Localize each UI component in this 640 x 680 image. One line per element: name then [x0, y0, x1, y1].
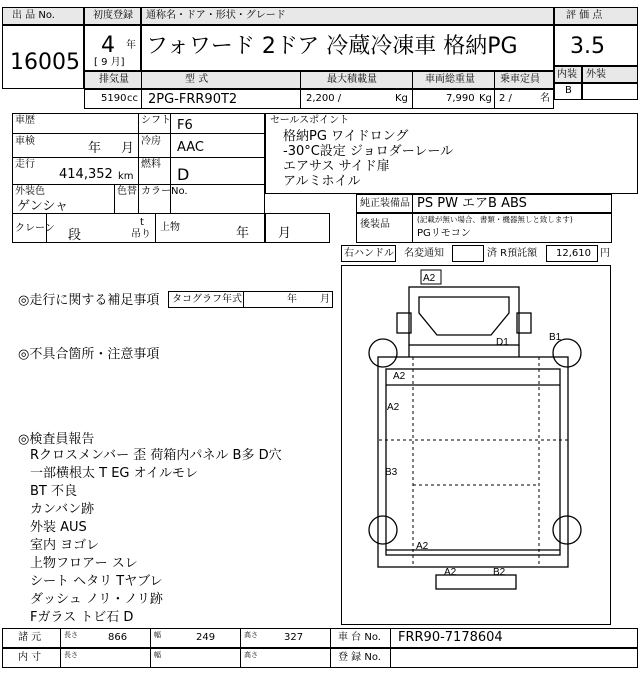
- color-change-label: 色替: [117, 186, 137, 197]
- damage-mark: A2: [444, 567, 457, 578]
- ac-value: AAC: [177, 140, 204, 155]
- damage-mark: A2: [416, 541, 429, 552]
- color-number-label: カラーNo.: [141, 186, 188, 197]
- tachograph-month: 月: [320, 294, 330, 305]
- crane-hoist: 吊り: [131, 229, 151, 240]
- inspector-line: BT 不良: [30, 484, 77, 499]
- displacement-value: 5190: [101, 93, 127, 104]
- mileage-unit: km: [118, 171, 134, 182]
- model-value: 2PG-FRR90T2: [148, 92, 238, 107]
- tachograph-year: 年: [287, 294, 297, 305]
- width-value: 249: [196, 632, 216, 643]
- inspector-line: 外装 AUS: [30, 520, 87, 535]
- aftermarket-note: (記載が無い場合、書類・機器無しと致します): [417, 215, 573, 224]
- crane-label: クレーン: [15, 223, 55, 234]
- crane-ton: t: [140, 217, 144, 228]
- recycle-value: 12,610: [556, 248, 591, 259]
- vehicle-title: フォワード 2ドア 冷蔵冷凍車 格納PG: [146, 34, 518, 59]
- inner-length-label: 長さ: [64, 651, 78, 659]
- mileage-label: 走行: [15, 159, 35, 170]
- inspector-line: 一部横根太 T EG オイルモレ: [30, 466, 198, 481]
- tachograph-label: タコグラフ年式: [172, 294, 242, 305]
- damage-mark: D1: [496, 337, 509, 348]
- genuine-equipment-label: 純正装備品: [360, 198, 410, 209]
- exterior-grade-label: 外装: [586, 69, 606, 80]
- chassis-number-label: 車 台 No.: [338, 632, 381, 643]
- handle-side: 右ハンドル: [344, 248, 394, 259]
- capacity-unit: 名: [540, 93, 550, 104]
- inspector-line: 室内 ヨゴレ: [30, 538, 100, 553]
- height-label: 高さ: [244, 631, 258, 639]
- damage-mark: B1: [549, 332, 562, 343]
- truck-diagram: [341, 265, 611, 625]
- damage-mark: B3: [385, 467, 398, 478]
- shift-label: シフト: [141, 115, 171, 126]
- inspector-line: Rクロスメンバー 歪 荷箱内パネル B多 D穴: [30, 448, 282, 463]
- interior-grade: B: [565, 85, 572, 96]
- fuel-value: D: [177, 165, 190, 184]
- width-label: 幅: [154, 631, 161, 639]
- gross-weight-unit: Kg: [479, 93, 492, 104]
- displacement-unit: cc: [127, 93, 138, 104]
- ac-label: 冷房: [141, 136, 161, 147]
- footer-row-dims: [2, 628, 638, 648]
- inspector-line: 上物フロアー スレ: [30, 556, 138, 571]
- grade-label: 評 価 点: [566, 10, 603, 21]
- inner-width-label: 幅: [154, 651, 161, 659]
- model-label: 型 式: [185, 74, 209, 85]
- inspector-line: ダッシュ ノリ・ノリ跡: [30, 592, 163, 607]
- footer-row-inner: [2, 648, 638, 668]
- displacement-label: 排気量: [99, 74, 129, 85]
- model-name-label: 通称名・ドア・形状・グレード: [146, 10, 286, 21]
- sales-point-title: セールスポイント: [270, 115, 350, 126]
- inspector-report-title: ◎検査員報告: [18, 432, 95, 447]
- name-change-box: [452, 245, 484, 262]
- max-load-value: 2,200 /: [306, 93, 342, 104]
- shift-value: F6: [177, 118, 193, 133]
- aftermarket-label: 後装品: [360, 219, 390, 230]
- capacity-value: 2 /: [499, 93, 512, 104]
- first-reg-label: 初度登録: [93, 10, 133, 21]
- max-load-unit: Kg: [395, 93, 408, 104]
- aftermarket-value: PGリモコン: [417, 228, 471, 239]
- damage-mark: A2: [423, 273, 436, 284]
- dims-label: 諸 元: [18, 632, 42, 643]
- first-reg-year: 4: [101, 33, 115, 58]
- interior-grade-label: 内装: [557, 69, 577, 80]
- overall-score: 3.5: [570, 34, 605, 59]
- inner-height-label: 高さ: [244, 651, 258, 659]
- spec-header-row: [84, 71, 554, 89]
- gross-weight-value: 7,990: [446, 93, 475, 104]
- sales-point-line: 格納PG ワイドロング: [283, 129, 409, 144]
- damage-mark: A2: [393, 371, 406, 382]
- upper-body-year: 年: [236, 226, 250, 241]
- capacity-label: 乗車定員: [500, 74, 540, 85]
- registration-number-label: 登 録 No.: [338, 652, 381, 663]
- ext-color-value: ゲンシャ: [17, 199, 69, 214]
- inspection-label: 車検: [15, 136, 35, 147]
- length-value: 866: [108, 632, 128, 643]
- inspection-year: 年: [88, 141, 102, 156]
- mileage-value: 414,352: [59, 167, 113, 182]
- history-label: 車歴: [15, 115, 35, 126]
- gross-weight-label: 車両総重量: [425, 74, 475, 85]
- lot-label: 出 品 No.: [12, 10, 55, 21]
- exterior-grade-cell: [582, 83, 638, 100]
- inspector-line: カンバン跡: [30, 502, 95, 517]
- first-reg-year-unit: 年: [126, 40, 136, 51]
- upper-body-month: 月: [278, 226, 292, 241]
- defect-notes-title: ◎不具合箇所・注意事項: [18, 347, 160, 362]
- inspector-line: シート ヘタリ Tヤブレ: [30, 574, 163, 589]
- inspector-line: Fガラス トビ石 D: [30, 610, 134, 625]
- inner-dims-label: 内 寸: [18, 652, 42, 663]
- recycle-unit: 円: [600, 248, 610, 259]
- sales-point-line: -30°C設定 ジョロダーレール: [283, 144, 454, 159]
- driving-notes-title: ◎走行に関する補足事項: [18, 293, 160, 308]
- damage-mark: B2: [493, 567, 506, 578]
- length-label: 長さ: [64, 631, 78, 639]
- recycle-label: 済 R預託額: [487, 248, 538, 259]
- inspection-month: 月: [121, 141, 135, 156]
- first-reg-month: [ 9 月]: [94, 57, 125, 68]
- max-load-label: 最大積載量: [327, 74, 377, 85]
- lot-number: 16005: [10, 50, 80, 75]
- genuine-equipment-value: PS PW エアB ABS: [417, 196, 527, 211]
- crane-stage: 段: [68, 228, 82, 243]
- upper-month-cell: [265, 213, 330, 243]
- fuel-label: 燃料: [141, 159, 161, 170]
- ext-color-label: 外装色: [15, 186, 45, 197]
- name-change-label: 名変通知: [404, 248, 444, 259]
- damage-mark: A2: [387, 402, 400, 413]
- sales-point-line: エアサス サイド扉: [283, 159, 390, 174]
- sales-point-line: アルミホイル: [283, 174, 361, 189]
- upper-body-label: 上物: [160, 222, 180, 233]
- height-value: 327: [284, 632, 304, 643]
- chassis-number-value: FRR90-7178604: [398, 630, 503, 645]
